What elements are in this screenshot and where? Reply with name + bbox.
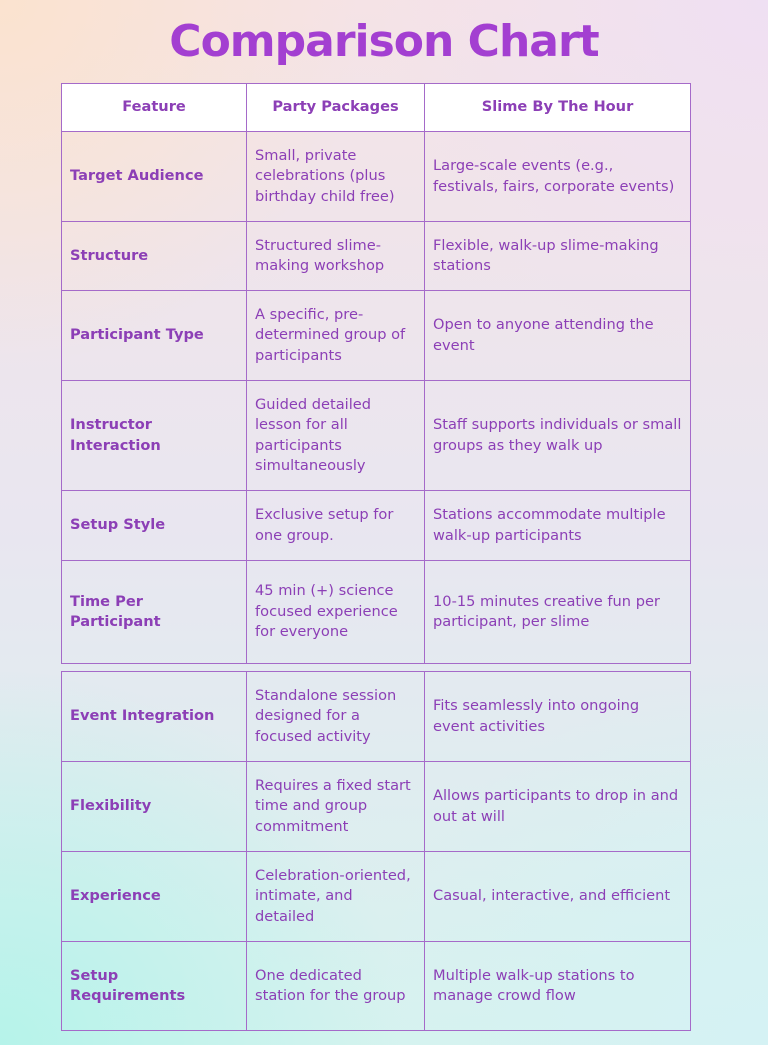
party-cell: 45 min (+) science focused experience for everyone: [247, 561, 425, 664]
party-cell: A specific, pre-determined group of participants: [247, 291, 425, 381]
feature-cell: Instructor Interaction: [62, 381, 247, 491]
table-row: [62, 381, 691, 491]
feature-cell: Structure: [62, 222, 247, 291]
table-header-row: [62, 84, 691, 132]
table-row: [62, 942, 691, 1031]
slime-cell: Staff supports individuals or small groups as they walk up: [425, 381, 691, 491]
slime-cell: 10-15 minutes creative fun per participant, per slime: [425, 561, 691, 664]
feature-cell: Flexibility: [62, 762, 247, 852]
header-party-packages: Party Packages: [247, 84, 425, 132]
slime-cell: Fits seamlessly into ongoing event activities: [425, 672, 691, 762]
slime-cell: Open to anyone attending the event: [425, 291, 691, 381]
party-cell: Requires a fixed start time and group commitment: [247, 762, 425, 852]
table-row: [62, 132, 691, 222]
feature-cell: Target Audience: [62, 132, 247, 222]
party-cell: Structured slime-making workshop: [247, 222, 425, 291]
table-row: [62, 561, 691, 664]
comparison-table-bottom: [61, 671, 691, 1031]
party-cell: Guided detailed lesson for all participants simultaneously: [247, 381, 425, 491]
party-cell: Small, private celebrations (plus birthday child free): [247, 132, 425, 222]
table-row: [62, 672, 691, 762]
table-row: [62, 852, 691, 942]
feature-cell: Setup Requirements: [62, 942, 247, 1031]
slime-cell: Multiple walk-up stations to manage crowd flow: [425, 942, 691, 1031]
party-cell: Celebration-oriented, intimate, and detailed: [247, 852, 425, 942]
party-cell: Standalone session designed for a focused activity: [247, 672, 425, 762]
header-slime-by-the-hour: Slime By The Hour: [425, 84, 691, 132]
slime-cell: Flexible, walk-up slime-making stations: [425, 222, 691, 291]
table-row: [62, 762, 691, 852]
feature-cell: Time Per Participant: [62, 561, 247, 664]
table-row: [62, 222, 691, 291]
slime-cell: Large-scale events (e.g., festivals, fairs, corporate events): [425, 132, 691, 222]
table-row: [62, 491, 691, 561]
feature-cell: Setup Style: [62, 491, 247, 561]
slime-cell: Stations accommodate multiple walk-up participants: [425, 491, 691, 561]
feature-cell: Experience: [62, 852, 247, 942]
party-cell: Exclusive setup for one group.: [247, 491, 425, 561]
slime-cell: Casual, interactive, and efficient: [425, 852, 691, 942]
page-title: Comparison Chart: [169, 16, 599, 67]
comparison-table-top: [61, 83, 691, 664]
party-cell: One dedicated station for the group: [247, 942, 425, 1031]
feature-cell: Participant Type: [62, 291, 247, 381]
feature-cell: Event Integration: [62, 672, 247, 762]
header-feature: Feature: [62, 84, 247, 132]
slime-cell: Allows participants to drop in and out at will: [425, 762, 691, 852]
table-row: [62, 291, 691, 381]
